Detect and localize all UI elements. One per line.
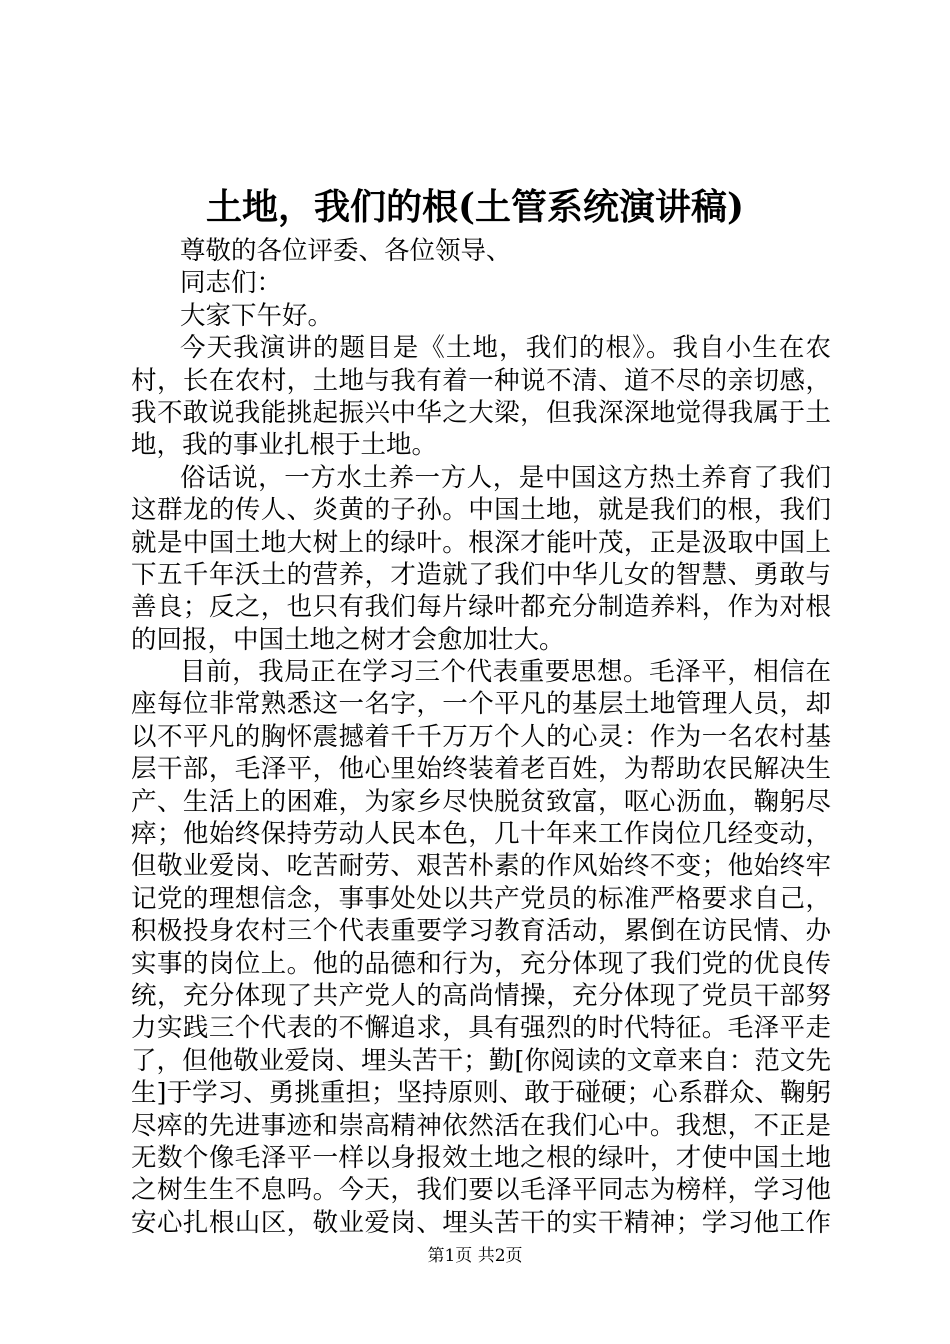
text-line: 尽瘁的先进事迹和崇高精神依然活在我们心中。我想，不正是 xyxy=(131,1110,831,1141)
text-line: 就是中国土地大树上的绿叶。根深才能叶茂，正是汲取中国上 xyxy=(131,527,831,558)
text-line: 的回报，中国土地之树才会愈加壮大。 xyxy=(131,624,565,655)
text-line: 生]于学习、勇挑重担；坚持原则、敢于碰硬；心系群众、鞠躬 xyxy=(131,1078,831,1109)
text-line: 积极投身农村三个代表重要学习教育活动，累倒在访民情、办 xyxy=(131,916,831,947)
text-line: 下五千年沃土的营养，才造就了我们中华儿女的智慧、勇敢与 xyxy=(131,559,831,590)
text-line: 大家下午好。 xyxy=(180,300,334,331)
text-line: 尊敬的各位评委、各位领导、 xyxy=(180,236,512,266)
text-line: 俗话说，一方水土养一方人，是中国这方热土养育了我们 xyxy=(180,462,831,493)
text-line: 无数个像毛泽平一样以身报效土地之根的绿叶，才使中国土地 xyxy=(131,1142,831,1173)
text-line: 村，长在农村，土地与我有着一种说不清、道不尽的亲切感， xyxy=(131,365,831,396)
text-line: 产、生活上的困难，为家乡尽快脱贫致富，呕心沥血，鞠躬尽 xyxy=(131,786,831,817)
text-line: 我不敢说我能挑起振兴中华之大梁，但我深深地觉得我属于土 xyxy=(131,397,831,428)
document-title: 土地，我们的根(土管系统演讲稿) xyxy=(205,186,745,228)
text-line: 地，我的事业扎根于土地。 xyxy=(131,430,438,461)
text-line: 统，充分体现了共产党人的高尚情操，充分体现了党员干部努 xyxy=(131,980,831,1011)
text-line: 今天我演讲的题目是《土地，我们的根》。我自小生在农 xyxy=(180,333,831,364)
text-line: 座每位非常熟悉这一名字，一个平凡的基层土地管理人员，却 xyxy=(131,689,831,720)
text-line: 记党的理想信念，事事处处以共产党员的标准严格要求自己， xyxy=(131,883,831,914)
text-line: 但敬业爱岗、吃苦耐劳、艰苦朴素的作风始终不变；他始终牢 xyxy=(131,851,831,882)
text-line: 善良；反之，也只有我们每片绿叶都充分制造养料，作为对根 xyxy=(131,592,831,623)
text-line: 实事的岗位上。他的品德和行为，充分体现了我们党的优良传 xyxy=(131,948,831,979)
text-line: 瘁；他始终保持劳动人民本色，几十年来工作岗位几经变动， xyxy=(131,819,831,850)
text-line: 同志们： xyxy=(180,268,283,299)
text-line: 力实践三个代表的不懈追求，具有强烈的时代特征。毛泽平走 xyxy=(131,1013,831,1044)
text-line: 安心扎根山区，敬业爱岗、埋头苦干的实干精神；学习他工作 xyxy=(131,1207,831,1238)
document-body xyxy=(131,235,831,1239)
text-line: 层干部，毛泽平，他心里始终装着老百姓，为帮助农民解决生 xyxy=(131,754,831,785)
text-line: 之树生生不息吗。今天，我们要以毛泽平同志为榜样，学习他 xyxy=(131,1175,831,1206)
text-line: 了，但他敬业爱岗、埋头苦干；勤[你阅读的文章来自：范文先 xyxy=(131,1045,831,1076)
text-line: 这群龙的传人、炎黄的子孙。中国土地，就是我们的根，我们 xyxy=(131,495,831,526)
text-line: 目前，我局正在学习三个代表重要思想。毛泽平，相信在 xyxy=(180,657,831,688)
page-footer: 第1页 共2页 xyxy=(427,1246,523,1266)
text-line: 以不平凡的胸怀震撼着千千万万个人的心灵：作为一名农村基 xyxy=(131,721,831,752)
